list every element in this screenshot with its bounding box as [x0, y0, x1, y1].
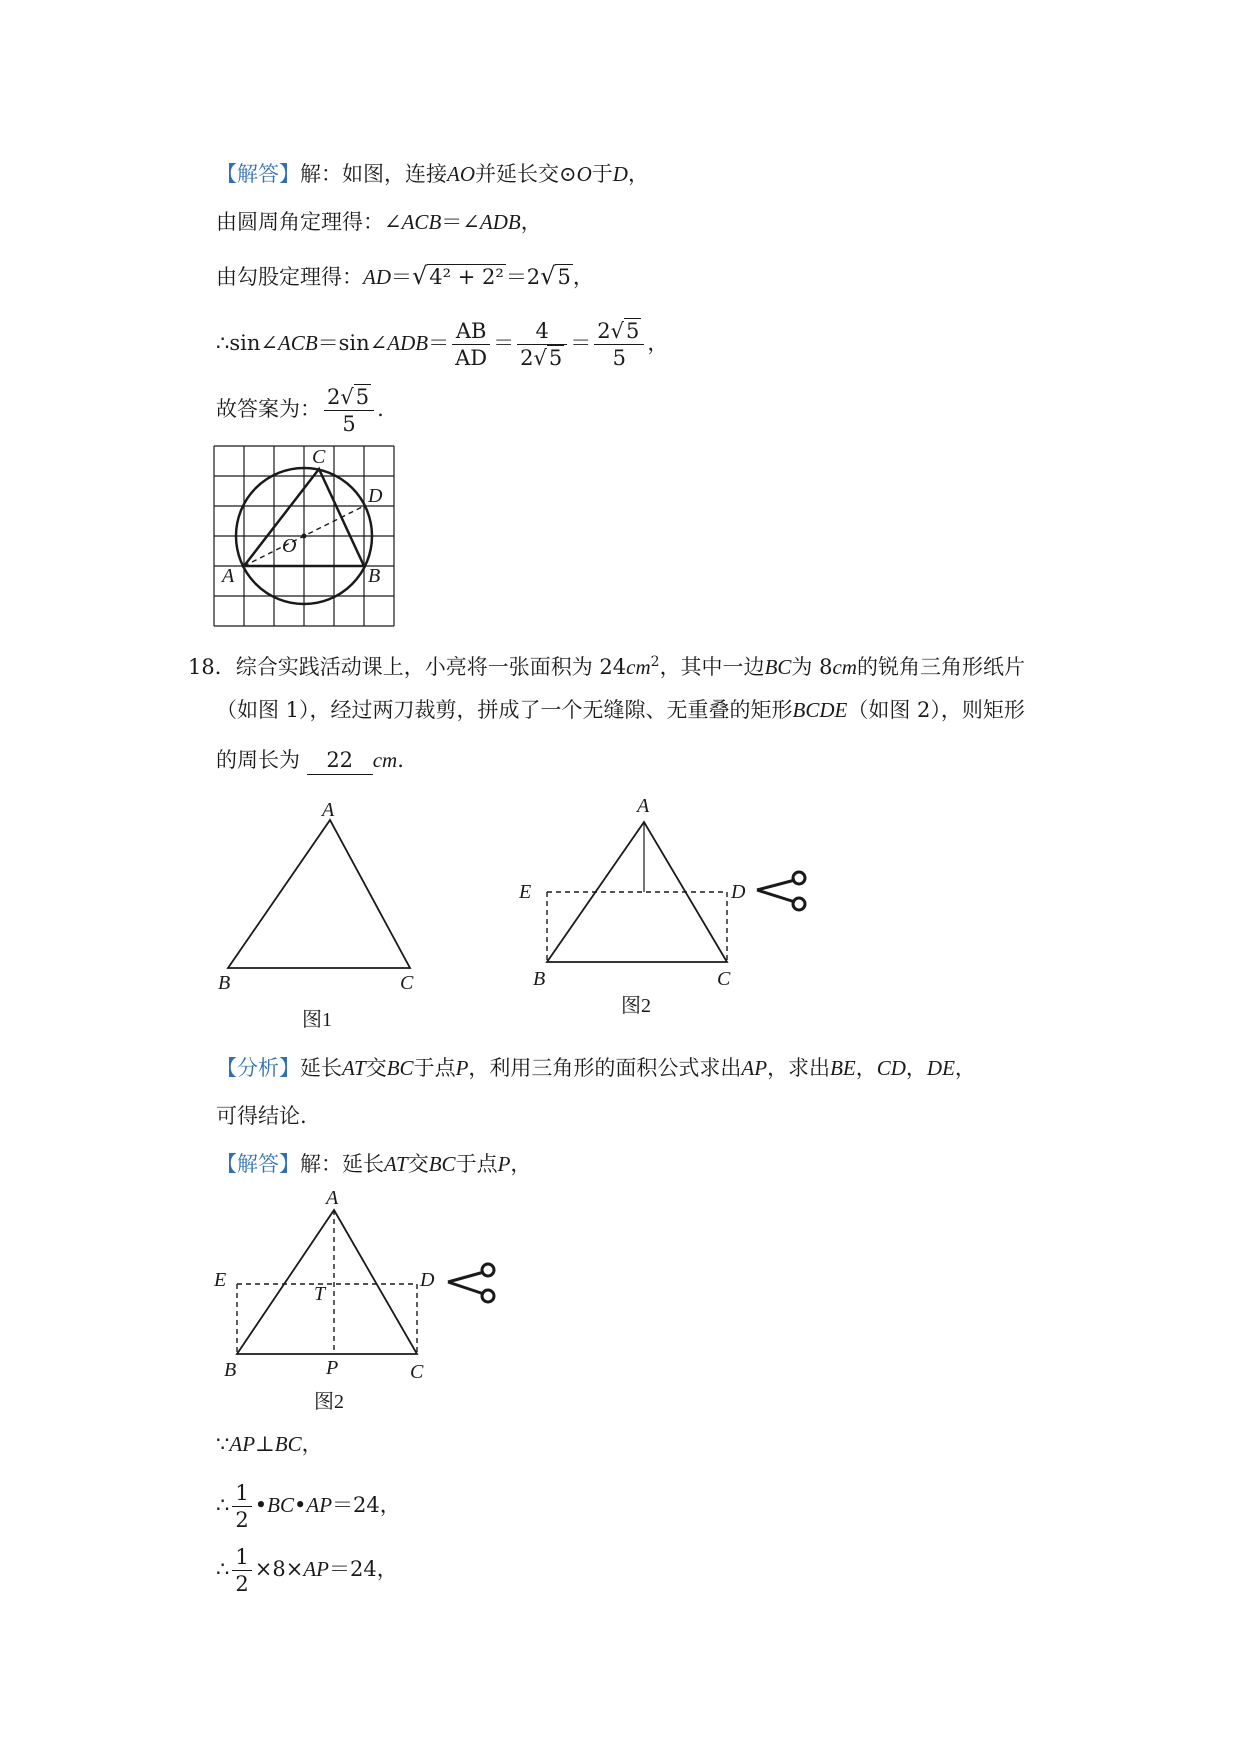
analysis18-line2: 可得结论.	[216, 1104, 307, 1128]
fraction-one-half: $\frac{1}{2}$	[232, 1480, 251, 1533]
problem18-line1: 18．综合实践活动课上，小亮将一张面积为 $24cm^2$，其中一边BC为 8cm的锐角三角形纸片	[188, 654, 1025, 679]
label-b: B	[218, 972, 231, 994]
label-a: A	[326, 1187, 339, 1209]
radical-sign: √	[412, 262, 428, 290]
label-e: E	[519, 881, 532, 903]
fraction-4-over-2root5: $\frac{4}{2√5}$	[517, 318, 567, 371]
label-c: C	[410, 1361, 424, 1383]
solution17-line2: 由圆周角定理得：∠ACB＝∠ADB，	[216, 210, 542, 234]
solution17-line1: 【解答】解：如图，连接AO并延长交⊙O于D，	[216, 162, 649, 186]
label-p: P	[326, 1357, 339, 1379]
figure-caption: 图2	[621, 995, 651, 1017]
scissors-icon	[757, 872, 805, 910]
label-a: A	[222, 565, 235, 587]
fraction-ab-ad: $\frac{AB}{AD}$	[452, 318, 490, 371]
answer-tag: 【解答】	[216, 162, 300, 186]
solution17-line3: 由勾股定理得：AD＝√4² + 2²＝2√5，	[216, 262, 594, 290]
label-c: C	[717, 968, 731, 990]
fraction-2root5-over-5: $\frac{2√5}{5}$	[594, 318, 644, 371]
label-e: E	[214, 1269, 227, 1291]
triangle-abc	[228, 820, 410, 968]
label-c: C	[400, 972, 414, 994]
label-t: T	[314, 1283, 326, 1305]
label-d: D	[731, 881, 746, 903]
dashed-rectangle	[547, 822, 727, 962]
label-b: B	[533, 968, 546, 990]
solution18-line2: ∵AP⊥BC，	[216, 1432, 323, 1456]
label-d: D	[368, 485, 383, 507]
answer-fraction: $\frac{2√5}{5}$	[324, 384, 374, 437]
dashed-rectangle	[237, 1210, 417, 1354]
analysis-tag: 【分析】	[216, 1056, 300, 1080]
label-c: C	[312, 446, 326, 468]
solution17-line4: ∴sin∠ACB＝sin∠ADB＝ $\frac{AB}{AD}$ ＝ $\frac{4}{2√5}$ ＝ $\frac{2√5}{5}$ ，	[216, 319, 669, 370]
answer-blank: 22	[307, 746, 373, 775]
label-b: B	[368, 565, 381, 587]
label-o: O	[282, 535, 297, 557]
problem-number: 18．	[188, 655, 236, 679]
answer-tag: 【解答】	[216, 1152, 300, 1176]
label-a: A	[322, 799, 335, 821]
solution17-line5: 故答案为： $\frac{2√5}{5}$ .	[216, 385, 384, 436]
radicand: 4² + 2²	[429, 265, 504, 289]
figure-2-rectangle	[515, 790, 815, 1030]
solution18-line3: ∴ $\frac{1}{2}$ •BC•AP＝24，	[216, 1481, 401, 1532]
label-b: B	[224, 1359, 237, 1381]
analysis18-line1: 【分析】延长AT交BC于点P，利用三角形的面积公式求出AP，求出BE，CD，DE，	[216, 1056, 976, 1080]
triangle-abc	[237, 1210, 417, 1354]
problem18-line2: （如图 1），经过两刀裁剪，拼成了一个无缝隙、无重叠的矩形BCDE（如图 2），则矩形	[216, 698, 1025, 722]
label-d: D	[420, 1269, 435, 1291]
solution18-line1: 【解答】解：延长AT交BC于点P，	[216, 1152, 532, 1176]
figure-1-triangle	[210, 796, 430, 1036]
solution18-line4: ∴ $\frac{1}{2}$ ×8×AP＝24，	[216, 1545, 398, 1596]
problem18-line3: 的周长为 22 cm.	[216, 746, 404, 775]
figure-caption: 图2	[314, 1391, 344, 1413]
figure-caption: 图1	[302, 1009, 332, 1031]
fraction-one-half: $\frac{1}{2}$	[232, 1544, 251, 1597]
figure-3-rectangle-with-p	[210, 1184, 510, 1416]
label-a: A	[637, 795, 650, 817]
scissors-icon	[448, 1264, 494, 1302]
grid-circle-figure	[212, 444, 402, 630]
